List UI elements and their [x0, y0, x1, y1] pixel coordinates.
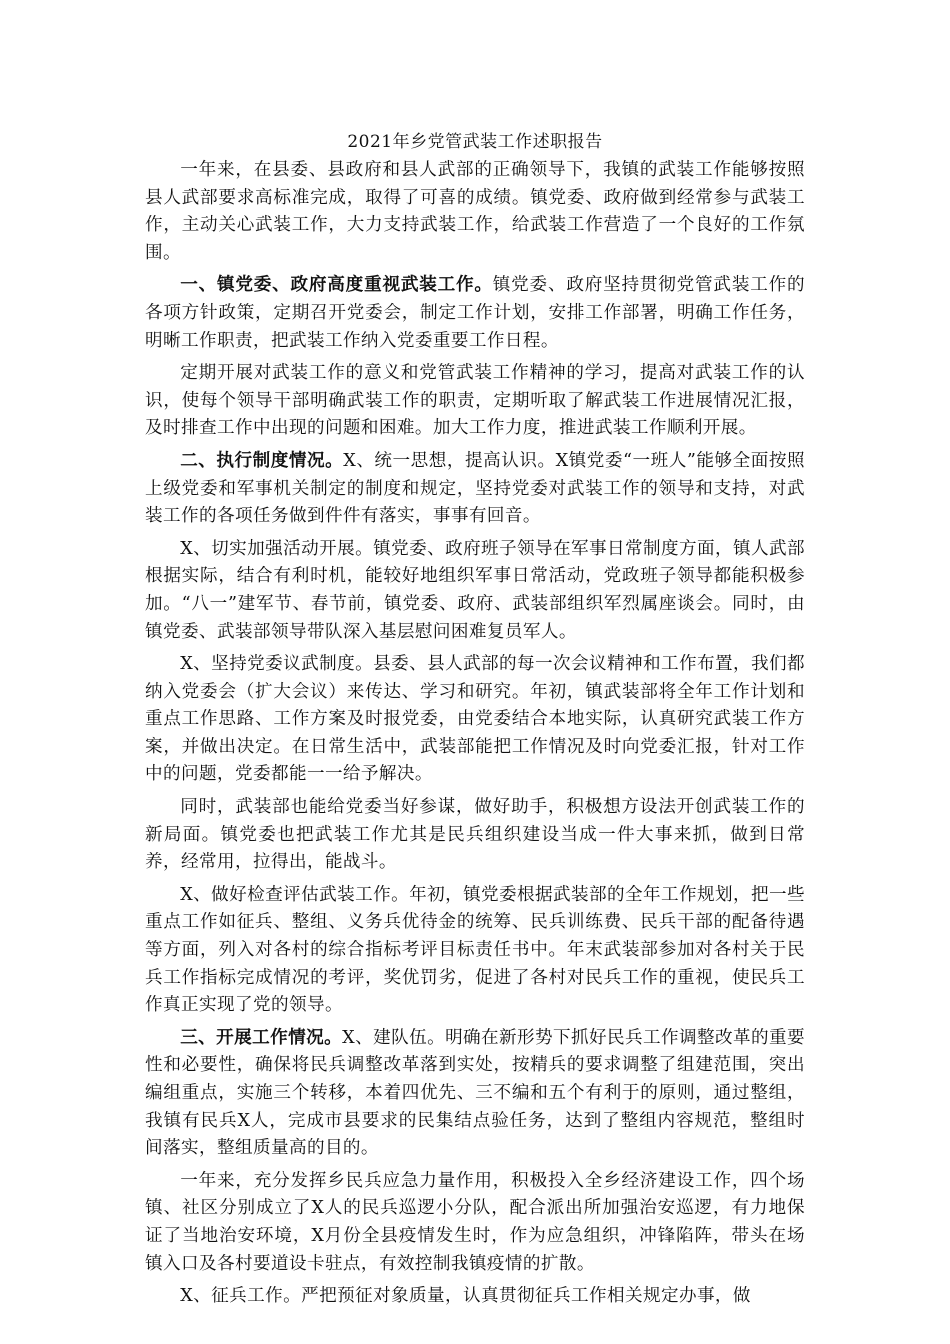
paragraph — [145, 447, 805, 531]
paragraph-text: 一年来，在县委、县政府和县人武部的正确领导下，我镇的武装工作能够按照县人武部要求高标准完成，取得了可喜的成绩。镇党委、政府做到经常参与武装工作，主动关心武装工作，大力支持武装工作，给武装工作营造了一个良好的工作氛围。 — [145, 160, 805, 263]
section-heading: 二、执行制度情况。 — [180, 449, 344, 471]
document-body — [145, 128, 805, 1315]
paragraph-text: 一年来，充分发挥乡民兵应急力量作用，积极投入全乡经济建设工作，四个场镇、社区分别成立了X人的民兵巡逻小分队，配合派出所加强治安巡逻，有力地保证了当地治安环境，X月份全县疫情发生时，作为应急组织，冲锋陷阵，带头在场镇入口及各村要道设卡驻点，有效控制我镇疫情的扩散。 — [145, 1170, 805, 1274]
paragraph — [145, 650, 805, 789]
paragraph-text: X、切实加强活动开展。镇党委、政府班子领导在军事日常制度方面，镇人武部根据实际，结合有利时机，能较好地组织军事日常活动，党政班子领导都能积极参加。“八一”建军节、春节前，镇党委、政府、武装部组织军烈属座谈会。同时，由镇党委、武装部领导带队深入基层慰问困难复员军人。 — [145, 538, 805, 642]
paragraph-text: 同时，武装部也能给党委当好参谋，做好助手，积极想方设法开创武装工作的新局面。镇党委也把武装工作尤其是民兵组织建设当成一件大事来抓，做到日常养，经常用，拉得出，能战斗。 — [145, 797, 805, 873]
paragraph — [145, 156, 805, 267]
paragraph — [145, 271, 805, 355]
section-heading: 一、镇党委、政府高度重视武装工作。 — [180, 274, 493, 296]
paragraph-text: X、征兵工作。严把预征对象质量，认真贯彻征兵工作相关规定办事，做 — [180, 1286, 751, 1307]
paragraph-text: 定期开展对武装工作的意义和党管武装工作精神的学习，提高对武装工作的认识，使每个领导干部明确武装工作的职责，定期听取了解武装工作进展情况汇报，及时排查工作中出现的问题和困难。加大工作力度，推进武装工作顺利开展。 — [145, 363, 805, 439]
document-title: 2021年乡党管武装工作述职报告 — [347, 132, 603, 152]
paragraph — [145, 1167, 805, 1278]
paragraph — [145, 881, 805, 1020]
paragraph — [145, 793, 805, 877]
paragraph — [145, 1024, 805, 1163]
section-heading: 三、开展工作情况。 — [180, 1026, 343, 1048]
paragraph-text: X、统一思想，提高认识。X镇党委“一班人”能够全面按照上级党委和军事机关制定的制度和规定，坚持党委对武装工作的领导和支持，对武装工作的各项任务做到件件有落实，事事有回音。 — [145, 450, 806, 527]
paragraph-text: 镇党委、政府坚持贯彻党管武装工作的各项方针政策，定期召开党委会，制定工作计划，安排工作部署，明确工作任务，明晰工作职责，把武装工作纳入党委重要工作日程。 — [145, 275, 805, 351]
paragraph — [145, 359, 805, 443]
paragraph — [145, 1282, 805, 1311]
paragraph-text: X、做好检查评估武装工作。年初，镇党委根据武装部的全年工作规划，把一些重点工作如征兵、整组、义务兵优待金的统筹、民兵训练费、民兵干部的配备待遇等方面，列入对各村的综合指标考评目标责任书中。年末武装部参加对各村关于民兵工作指标完成情况的考评，奖优罚劣，促进了各村对民兵工作的重视，使民兵工作真正实现了党的领导。 — [145, 884, 805, 1016]
paragraph — [145, 535, 805, 646]
paragraph-text: X、坚持党委议武制度。县委、县人武部的每一次会议精神和工作布置，我们都纳入党委会（扩大会议）来传达、学习和研究。年初，镇武装部将全年工作计划和重点工作思路、工作方案及时报党委，由党委结合本地实际，认真研究武装工作方案，并做出决定。在日常生活中，武装部能把工作情况及时向党委汇报，针对工作中的问题，党委都能一一给予解决。 — [145, 654, 805, 785]
paragraph-text: X、建队伍。明确在新形势下抓好民兵工作调整改革的重要性和必要性，确保将民兵调整改革落到实处，按精兵的要求调整了组建范围，突出编组重点，实施三个转移，本着四优先、三不编和五个有利于的原则，通过整组，我镇有民兵X人，完成市县要求的民集结点验任务，达到了整组内容规范，整组时间落实，整组质量高的目的。 — [145, 1027, 805, 1159]
